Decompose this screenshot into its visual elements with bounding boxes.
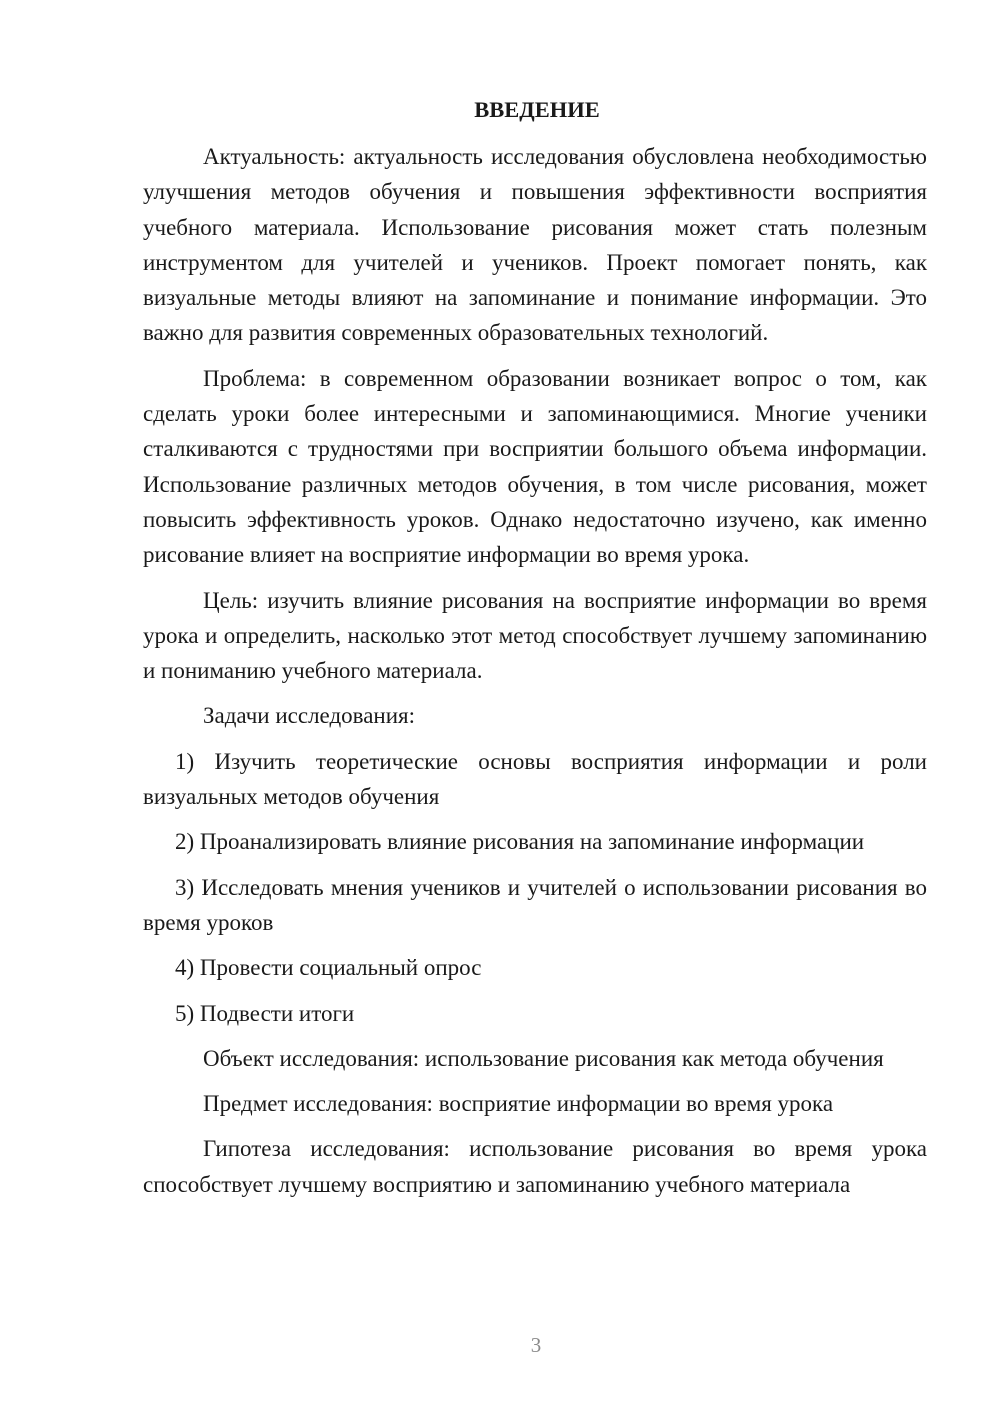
hypothesis-paragraph: Гипотеза исследования: использование рисования во время урока способствует лучшему восприятию и запоминанию учебного материала	[143, 1136, 927, 1197]
page-title: ВВЕДЕНИЕ	[474, 97, 600, 122]
subject-paragraph: Предмет исследования: восприятие информации во время урока	[203, 1091, 834, 1117]
goal-paragraph: Цель: изучить влияние рисования на восприятие информации во время урока и определить, насколько этот метод способствует лучшему запоминанию и пониманию учебного материала.	[143, 587, 927, 684]
tasks-heading: Задачи исследования:	[203, 703, 416, 729]
object-paragraph: Объект исследования: использование рисования как метода обучения	[203, 1045, 884, 1071]
page-number: 3	[530, 1333, 542, 1357]
task-item-1: 1) Изучить теоретические основы восприятия информации и роли визуальных методов обучения	[143, 748, 927, 810]
task-item-2: 2) Проанализировать влияние рисования на запоминание информации	[175, 829, 865, 855]
problem-paragraph: Проблема: в современном образовании возникает вопрос о том, как сделать уроки более интересными и запоминающимися. Многие ученики сталкиваются с трудностями при восприятии большого объема информации. Использование различных методов обучения, в том числе рисования, может повысить эффективность уроков. Однако недостаточно изучено, как именно рисование влияет на восприятие информации во время урока.	[143, 365, 927, 568]
task-item-4: 4) Провести социальный опрос	[175, 955, 482, 981]
relevance-paragraph: Актуальность: актуальность исследования обусловлена необходимостью улучшения методов обучения и повышения эффективности восприятия учебного материала. Использование рисования может стать полезным инструментом для учителей и учеников. Проект помогает понять, как визуальные методы влияют на запоминание и понимание информации. Это важно для развития современных образовательных технологий.	[143, 144, 927, 346]
task-item-5: 5) Подвести итоги	[175, 1000, 355, 1026]
task-item-3: 3) Исследовать мнения учеников и учителей о использовании рисования во время уроков	[143, 874, 927, 935]
page-content	[143, 95, 927, 1212]
